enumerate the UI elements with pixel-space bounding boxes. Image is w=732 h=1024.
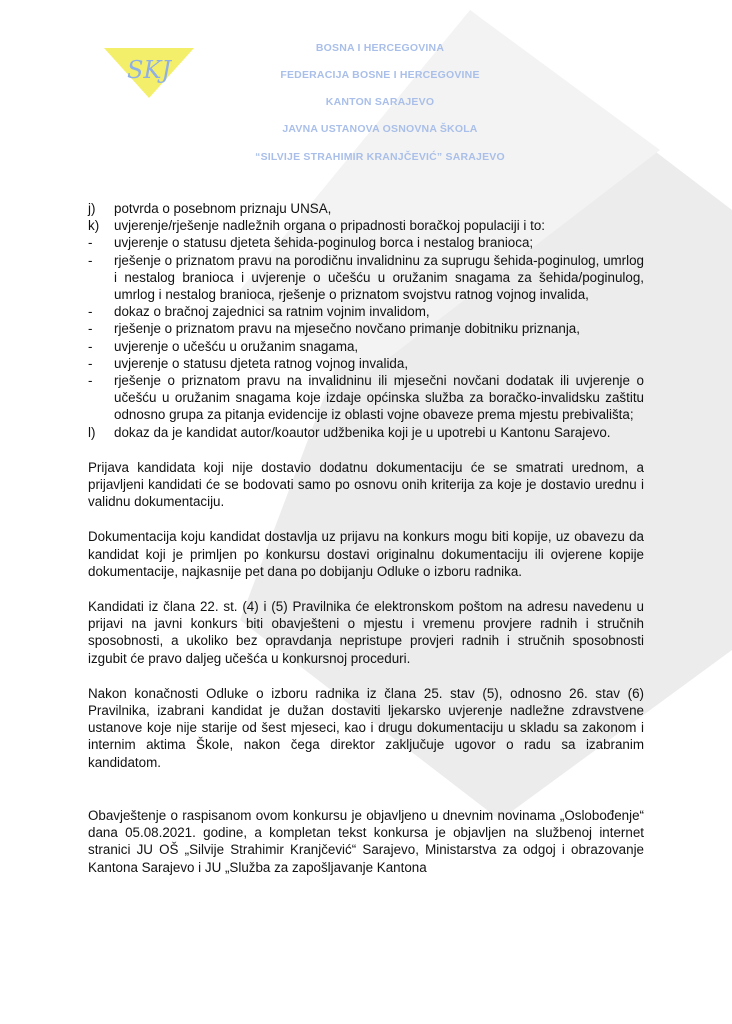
list-marker: j): [88, 201, 96, 216]
list-item: [88, 355, 644, 372]
list-item-text: rješenje o priznatom pravu na mjesečno novčano primanje dobitniku priznanja,: [114, 321, 580, 337]
list-item: [88, 252, 644, 304]
list-item: [88, 217, 644, 234]
list-item-text: dokaz da je kandidat autor/koautor udžbenika koji je u upotrebi u Kantonu Sarajevo.: [114, 424, 611, 440]
paragraph-medical-certificate: Nakon konačnosti Odluke o izboru radnika iz člana 25. stav (5), odnosno 26. stav (6) Pravilnika, izabrani kandidat je dužan dostaviti ljekarsko uvjerenje nadležne zdravstvene ustanove koje nije starije od šest mjeseci, kao i drugu dokumentaciju u skladu sa zakonom i internim aktima Škole, nakon čega direktor zaključuje ugovor o radu sa izabranim kandidatom.: [88, 685, 644, 770]
list-item-text: rješenje o priznatom pravu na invalidninu ili mjesečni novčani dodatak ili uvjerenje o učešću u oružanim snagama koje izdaje općinska služba za boračko-invalidsku zaštitu odnosno grupa za pitanja evidencije iz oblasti vojne obaveze prema mjestu prebivališta;: [114, 373, 644, 423]
paragraph-copies: Dokumentacija koju kandidat dostavlja uz prijavu na konkurs mogu biti kopije, uz obavezu da kandidat koji je primljen po konkursu dostavi originalnu dokumentaciju ili ovjerene kopije dokumentacije, najkasnije pet dana po dobijanju Odluke o izboru radnika.: [88, 529, 644, 579]
list-item: [88, 200, 644, 217]
list-item-text: dokaz o bračnoj zajednici sa ratnim vojnim invalidom,: [114, 304, 430, 320]
list-item-text: uvjerenje o statusu djeteta šehida-poginulog borca i nestalog branioca;: [114, 235, 534, 251]
paragraph-testing-notification: Kandidati iz člana 22. st. (4) i (5) Pravilnika će elektronskom poštom na adresu navedenu u prijavi na javni konkurs biti obavješteni o mjestu i vremenu provjere radnih i stručnih sposobnosti, a ukoliko bez opravdanja nepristupe provjeri radnih i stručnih sposobnosti izgubit će pravo daljeg učešća u konkursnoj proceduri.: [88, 599, 644, 666]
header-federation: FEDERACIJA BOSNE I HERCEGOVINE: [280, 69, 480, 81]
list-item-text: uvjerenje o učešću u oružanim snagama,: [114, 338, 359, 354]
paragraph-publication: Obavještenje o raspisanom ovom konkursu je objavljeno u dnevnim novinama „Oslobođenje“ dana 05.08.2021. godine, a kompletan tekst konkursa je objavljen na službenoj internet stranici JU OŠ „Silvije Strahimir Kranjčević“ Sarajevo, Ministarstva za odgoj i obrazovanje Kantona Sarajevo i JU „Služba za zapošljavanje Kantona: [88, 807, 644, 875]
requirements-list: [88, 200, 644, 441]
list-marker: -: [88, 235, 93, 251]
svg-text:SKJ: SKJ: [127, 56, 171, 84]
list-item: [88, 303, 644, 320]
list-item-text: uvjerenje o statusu djeteta ratnog vojnog invalida,: [114, 355, 409, 371]
list-item-text: rješenje o priznatom pravu na porodičnu invalidninu za suprugu šehida-poginulog, umrlog i nestalog branioca i uvjerenje o učešću u oružanim snagama za šehida/poginulog, umrlog i nestalog branioca, rješenje o priznatom svojstvu ratnog vojnog invalida,: [114, 252, 645, 303]
list-item: [88, 372, 644, 424]
document-body: [88, 200, 644, 876]
list-item-text: potvrda o posebnom priznaju UNSA,: [114, 201, 332, 216]
header-institution: JAVNA USTANOVA OSNOVNA ŠKOLA: [282, 123, 478, 135]
letterhead: [0, 0, 732, 200]
header-canton: KANTON SARAJEVO: [325, 96, 435, 108]
list-marker: -: [88, 355, 93, 371]
list-marker: -: [88, 321, 93, 337]
list-item-text: uvjerenje/rješenje nadležnih organa o pripadnosti boračkoj populaciji i to:: [114, 218, 546, 234]
list-marker: l): [88, 424, 96, 440]
list-marker: -: [88, 338, 93, 354]
list-marker: -: [88, 252, 93, 268]
list-item: [88, 338, 644, 355]
list-marker: -: [88, 373, 93, 389]
header-school-name: “SILVIJE STRAHIMIR KRANJČEVIĆ” SARAJEVO: [255, 151, 505, 163]
list-marker: k): [88, 218, 100, 234]
list-item: [88, 424, 644, 441]
paragraph-additional-documentation: Prijava kandidata koji nije dostavio dodatnu dokumentaciju će se smatrati urednom, a prijavljeni kandidati će se bodovati samo po osnovu onih kriterija za koje je dostavio urednu i validnu dokumentaciju.: [88, 459, 644, 510]
list-item: [88, 234, 644, 251]
list-item: [88, 320, 644, 337]
list-marker: -: [88, 304, 93, 320]
header-country: BOSNA I HERCEGOVINA: [315, 42, 445, 54]
